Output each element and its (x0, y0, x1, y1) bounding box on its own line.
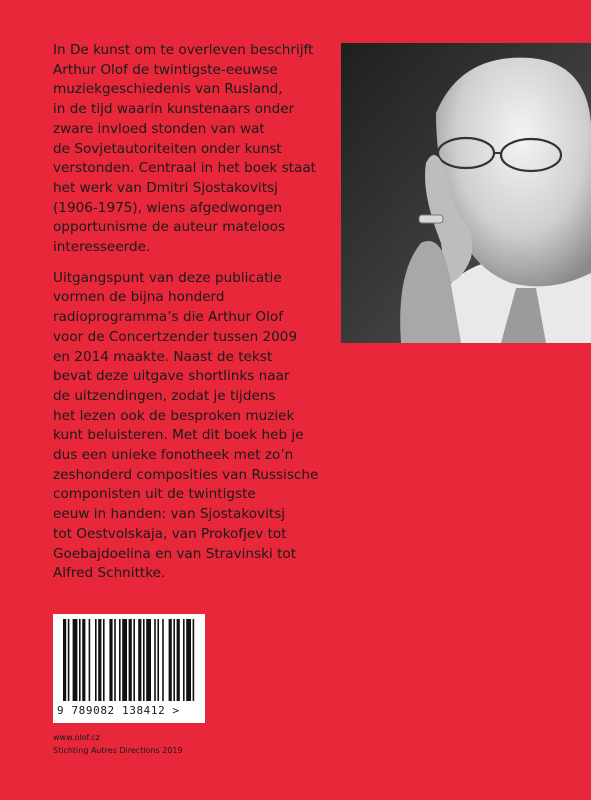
barcode-bar (133, 619, 135, 701)
text-line: Goebajdoelina en van Stravinski tot (53, 545, 297, 562)
text-line: tot Oestvolskaja, van Prokofjev tot (53, 525, 287, 542)
text-line: Arthur Olof de twintigste-eeuwse (53, 61, 278, 78)
barcode-bar (73, 619, 78, 701)
text-line: opportunisme de auteur mateloos (53, 219, 286, 236)
barcode-bar (162, 619, 164, 701)
text-line: eeuw in handen: van Sjostakovitsj (53, 506, 286, 523)
barcode-bar (103, 619, 105, 701)
barcode-bar (154, 619, 156, 701)
back-cover-text (53, 41, 328, 595)
text-line: vormen de bijna honderd (53, 289, 225, 306)
text-line: Alfred Schnittke. (53, 565, 166, 582)
isbn-barcode (53, 614, 205, 723)
barcode-bar (63, 619, 66, 701)
barcode-bar (169, 619, 172, 701)
paragraph-2 (53, 269, 328, 584)
barcode-bar (138, 619, 141, 701)
barcode-bar (193, 619, 195, 701)
text-line: muziekgeschiedenis van Rusland, (53, 81, 283, 98)
barcode-bar (183, 619, 185, 701)
barcode-bar (186, 619, 191, 701)
text-line: het werk van Dmitri Sjostakovitsj (53, 179, 278, 196)
text-line: voor de Concertzender tussen 2009 (53, 328, 298, 345)
text-line: in de tijd waarin kunstenaars onder (53, 101, 295, 118)
barcode-bar (146, 619, 151, 701)
barcode-bar (129, 619, 132, 701)
text-line: bevat deze uitgave shortlinks naar (53, 368, 290, 385)
text-line: In De kunst om te overleven beschrijft (53, 42, 314, 58)
text-line: componisten uit de twintigste (53, 486, 256, 503)
text-line: de Sovjetautoriteiten onder kunst (53, 140, 282, 157)
portrait-illustration (341, 43, 591, 343)
text-line: kunt beluisteren. Met dit boek heb je (53, 427, 304, 444)
text-line: radioprogramma’s die Arthur Olof (53, 309, 283, 326)
barcode-bar (114, 619, 116, 701)
text-line: de uitzendingen, zodat je tijdens (53, 387, 276, 404)
author-portrait-photo (341, 43, 591, 343)
text-line: zware invloed stonden van wat (53, 120, 265, 137)
barcode-bar (122, 619, 127, 701)
text-line: interesseerde. (53, 239, 151, 256)
barcode-bar (68, 619, 70, 701)
text-line: zeshonderd composities van Russische (53, 466, 319, 483)
barcode-bar (177, 619, 180, 701)
text-line: (1906-1975), wiens afgedwongen (53, 199, 283, 216)
barcode-bar (79, 619, 81, 701)
barcode-bar (157, 619, 159, 701)
publisher-credit: Stichting Autres Directions 2019 (53, 746, 183, 755)
paragraph-1 (53, 41, 328, 258)
text-line: het lezen ook de besproken muziek (53, 407, 295, 424)
barcode-bar (143, 619, 145, 701)
text-line: en 2014 maakte. Naast de tekst (53, 348, 273, 365)
isbn-digits: 9 789082 138412 > (57, 704, 180, 717)
barcode-bar (119, 619, 121, 701)
barcode-bar (95, 619, 97, 701)
text-line: dus een unieke fonotheek met zo’n (53, 447, 294, 464)
barcode-bar (173, 619, 175, 701)
text-line: verstonden. Centraal in het boek staat (53, 160, 316, 177)
publisher-footer (53, 731, 183, 757)
barcode-bar (89, 619, 91, 701)
website-link[interactable]: www.olof.cz (53, 733, 100, 742)
barcode-bar (98, 619, 101, 701)
text-line: Uitgangspunt van deze publicatie (53, 269, 282, 286)
barcode-bar (109, 619, 112, 701)
barcode-bar (82, 619, 85, 701)
